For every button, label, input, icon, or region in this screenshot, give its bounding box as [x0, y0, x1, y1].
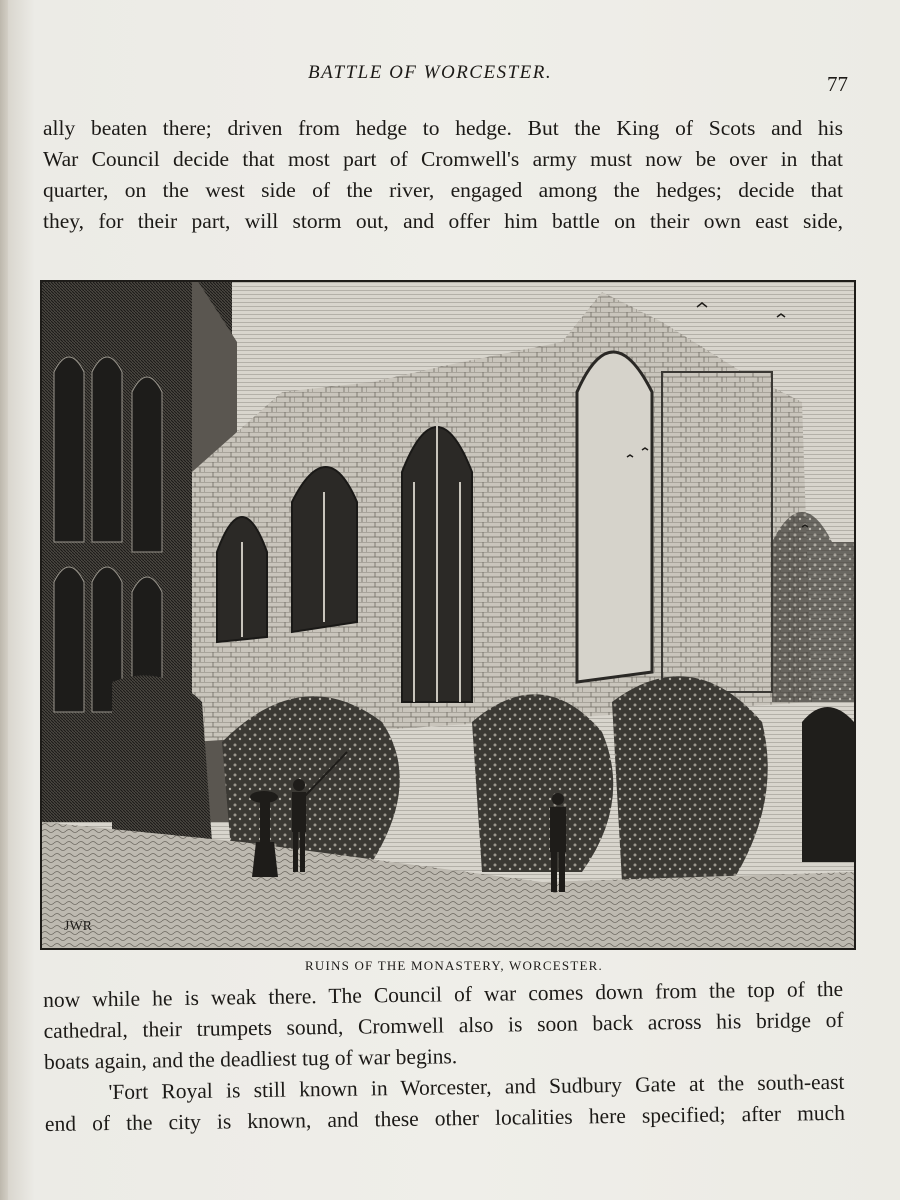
text-line: quarter, on the west side of the river, engaged among the hedges; decide that	[43, 178, 843, 202]
text-line: ally beaten there; driven from hedge to hedge. But the King of Scots and his	[43, 116, 843, 140]
engraving-illustration	[40, 280, 856, 950]
text-line: now while he is weak there. The Council of war comes down from the top of the	[43, 976, 844, 1012]
text-line: boats again, and the deadliest tug of war begins.	[43, 1044, 458, 1074]
running-title: BATTLE OF WORCESTER.	[308, 62, 553, 83]
monastery-ruins-engraving	[42, 282, 854, 948]
text-line: War Council decide that most part of Cromwell's army must now be over in that	[43, 147, 843, 171]
page-number: 77	[827, 72, 848, 96]
running-head	[8, 62, 900, 96]
footnote-line: end of the city is known, and these other localities here specified; after much	[44, 1100, 846, 1136]
artist-signature: JWR	[64, 919, 92, 934]
text-line: cathedral, their trumpets sound, Cromwell also is soon back across his bridge of	[43, 1007, 844, 1043]
bottom-paragraph	[43, 974, 845, 1140]
top-paragraph	[43, 113, 843, 237]
text-line: they, for their part, will storm out, and offer him battle on their own east side,	[43, 209, 843, 233]
figure-caption: RUINS OF THE MONASTERY, WORCESTER.	[305, 958, 603, 973]
book-page	[8, 0, 900, 1200]
footnote-line: 'Fort Royal is still known in Worcester, and Sudbury Gate at the south-east	[108, 1069, 845, 1105]
